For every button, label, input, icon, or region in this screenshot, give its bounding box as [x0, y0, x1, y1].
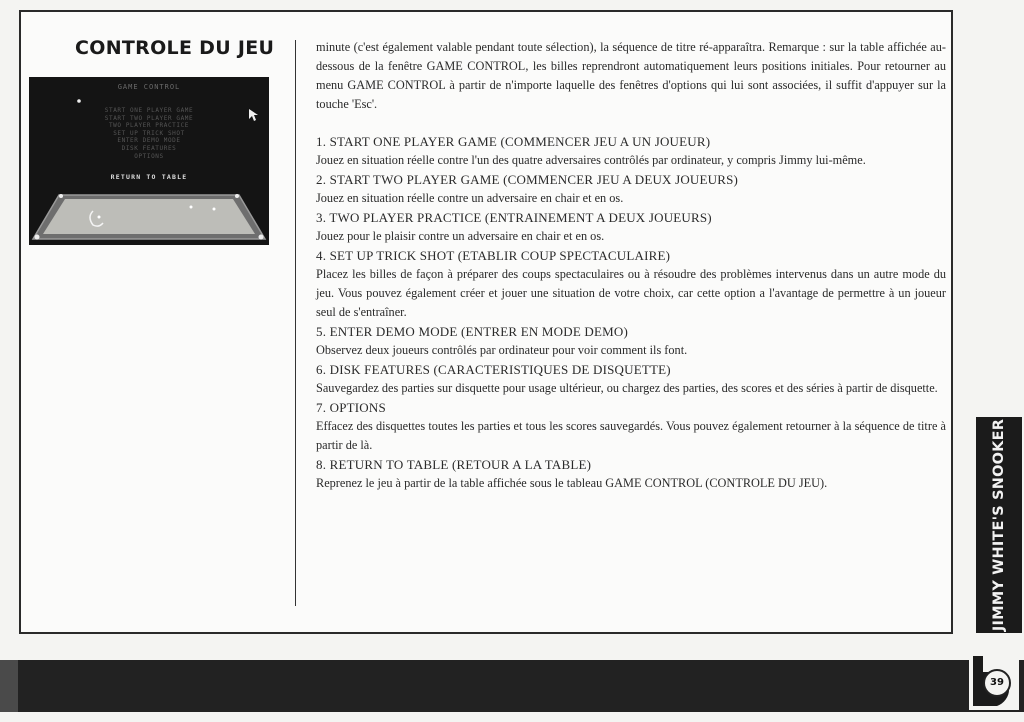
option-description: Jouez en situation réelle contre un adversaire en chair et en os.	[316, 191, 624, 205]
snooker-table-graphic	[29, 77, 269, 245]
mouse-cursor-icon	[249, 109, 258, 121]
option-description: Reprenez le jeu à partir de la table affichée sous le tableau GAME CONTROL (CONTROLE DU JEU).	[316, 476, 828, 490]
screenshot-return-label: RETURN TO TABLE	[110, 173, 188, 181]
footer-edge	[0, 660, 18, 712]
option-title: 4. SET UP TRICK SHOT (ETABLIR COUP SPECTACULAIRE)	[316, 248, 671, 263]
option-title: 2. START TWO PLAYER GAME (COMMENCER JEU A DEUX JOUEURS)	[316, 172, 739, 187]
side-title-tab	[976, 417, 1022, 633]
screenshot-menu-item: START ONE PLAYER GAME	[104, 107, 194, 114]
section-heading: CONTROLE DU JEU	[75, 37, 275, 59]
option-description: Sauvegardez des parties sur disquette pour usage ultérieur, ou chargez des parties, des scores et des séries à partir de disquette.	[316, 381, 938, 395]
screenshot-menu-item: SET UP TRICK SHOT	[113, 129, 185, 137]
screenshot-menu-item: ENTER DEMO MODE	[117, 137, 181, 145]
page-number: 39	[983, 669, 1011, 697]
screenshot-menu-item: OPTIONS	[134, 152, 164, 160]
option-title: 7. OPTIONS	[316, 400, 386, 415]
body-text	[316, 38, 946, 493]
option-title: 1. START ONE PLAYER GAME (COMMENCER JEU A UN JOUEUR)	[316, 134, 711, 149]
screenshot-menu-title: GAME CONTROL	[117, 83, 181, 91]
intro-paragraph: minute (c'est également valable pendant toute sélection), la séquence de titre ré-apparaîtra. Remarque : sur la table affichée au-dessous de la fenêtre GAME CONTROL, les billes reprendront automatiquement leurs positions initiales. Pour retourner au menu GAME CONTROL à partir de n'importe laquelle des fenêtres d'options qui lui sont associées, il suffit d'appuyer sur la touche 'Esc'.	[316, 40, 946, 111]
option-title: 5. ENTER DEMO MODE (ENTRER EN MODE DEMO)	[316, 324, 629, 339]
game-screenshot	[29, 77, 269, 245]
column-divider	[295, 40, 296, 606]
option-description: Jouez en situation réelle contre l'un des quatre adversaires contrôlés par ordinateur, y compris Jimmy lui-même.	[316, 153, 866, 167]
option-description: Effacez des disquettes toutes les parties et tous les scores sauvegardés. Vous pouvez également retourner à la séquence de titre à partir de là.	[316, 419, 946, 452]
option-description: Observez deux joueurs contrôlés par ordinateur pour voir comment ils font.	[316, 343, 688, 357]
option-description: Jouez pour le plaisir contre un adversaire en chair et en os.	[316, 229, 605, 243]
option-title: 6. DISK FEATURES (CARACTERISTIQUES DE DISQUETTE)	[316, 362, 671, 377]
option-title: 8. RETURN TO TABLE (RETOUR A LA TABLE)	[316, 457, 592, 472]
side-title: JIMMY WHITE'S SNOOKER	[991, 418, 1007, 632]
option-description: Placez les billes de façon à préparer des coups spectaculaires ou à résoudre des problèmes intervenus dans un autre mode du jeu. Vous pouvez également créer et jouer une situation de votre choix, car cette option a l'avantage de permettre à un joueur seul de s'entraîner.	[316, 267, 946, 319]
footer-bar	[0, 660, 1024, 712]
screenshot-menu-item: DISK FEATURES	[121, 144, 177, 152]
option-title: 3. TWO PLAYER PRACTICE (ENTRAINEMENT A DEUX JOUEURS)	[316, 210, 712, 225]
screenshot-menu-item: START TWO PLAYER GAME	[104, 114, 194, 122]
screenshot-menu-item: TWO PLAYER PRACTICE	[108, 122, 190, 130]
